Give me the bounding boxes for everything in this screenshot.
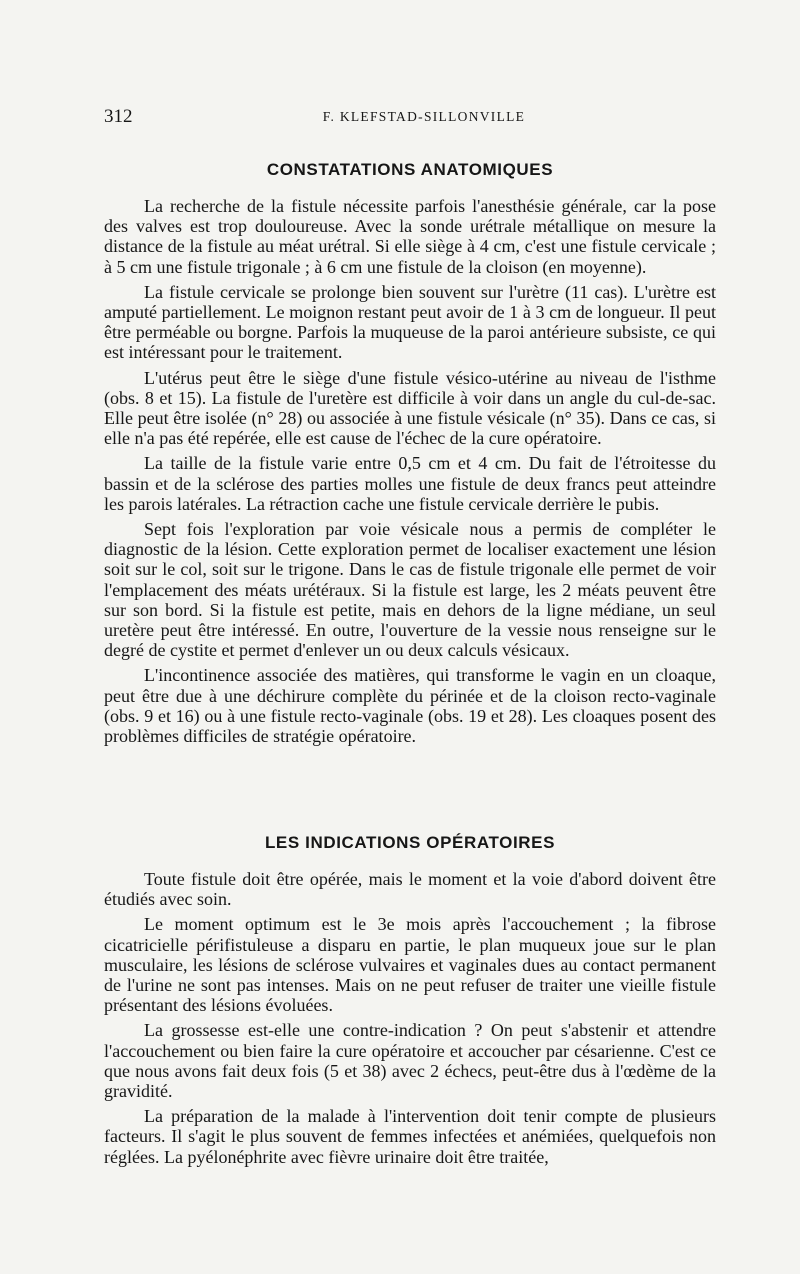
paragraph: La préparation de la malade à l'intervention doit tenir compte de plusieurs facteurs. Il s'agit le plus souvent de femmes infectées et anémiées, quelquefois non réglées. La pyélonéphrite avec fièvre urinaire doit être traitée, (104, 1106, 716, 1167)
page-number: 312 (104, 106, 133, 127)
paragraph: La recherche de la fistule nécessite parfois l'anesthésie générale, car la pose des valves est trop douloureuse. Avec la sonde urétrale métallique on mesure la distance de la fistule au méat urétral. Si elle siège à 4 cm, c'est une fistule cervicale ; à 5 cm une fistule trigonale ; à 6 cm une fistule de la cloison (en moyenne). (104, 196, 716, 277)
paragraph: La fistule cervicale se prolonge bien souvent sur l'urètre (11 cas). L'urètre est amputé partiellement. Le moignon restant peut avoir de 1 à 3 cm de longueur. Il peut être perméable ou borgne. Parfois la muqueuse de la paroi antérieure subsiste, ce qui est intéressant pour le traitement. (104, 281, 716, 363)
paragraph: L'utérus peut être le siège d'une fistule vésico-utérine au niveau de l'isthme (obs. 8 et 15). La fistule de l'uretère est difficile à voir dans un angle du cul-de-sac. Elle peut être isolée (n° 28) ou associée à une fistule vésicale (n° 35). Dans ce cas, si elle n'a pas été repérée, elle est cause de l'échec de la cure opératoire. (104, 367, 716, 449)
paragraph: L'incontinence associée des matières, qui transforme le vagin en un cloaque, peut être due à une déchirure complète du périnée et de la cloison recto-vaginale (obs. 9 et 16) ou à une fistule recto-vaginale (obs. 19 et 28). Les cloaques posent des problèmes difficiles de stratégie opératoire. (104, 665, 716, 747)
section-heading-constatations: CONSTATATIONS ANATOMIQUES (266, 160, 554, 179)
paragraph: Sept fois l'exploration par voie vésicale nous a permis de compléter le diagnostic de la lésion. Cette exploration permet de localiser exactement une lésion soit sur le col, soit sur le trigone. Dans le cas de fistule trigonale elle permet de voir l'emplacement des méats urétéraux. Si la fistule est large, les 2 méats peuvent être sur son bord. Si la fistule est petite, mais en dehors de la ligne médiane, un seul uretère peut être intéressé. En outre, l'ouverture de la vessie nous renseigne sur le degré de cystite et permet d'enlever un ou deux calculs vésicaux. (104, 519, 716, 661)
paragraph: La grossesse est-elle une contre-indication ? On peut s'abstenir et attendre l'accouchement ou bien faire la cure opératoire et accoucher par césarienne. C'est ce que nous avons fait deux fois (5 et 38) avec 2 échecs, peut-être dus à l'œdème de la gravidité. (104, 1020, 716, 1102)
running-head (104, 106, 716, 130)
section-body-indications (104, 869, 716, 1172)
paragraph: La taille de la fistule varie entre 0,5 cm et 4 cm. Du fait de l'étroitesse du bassin et de la sclérose des parties molles une fistule de deux francs peut atteindre les parois latérales. La rétraction cache une fistule cervicale derrière le pubis. (104, 453, 716, 514)
running-title: F. KLEFSTAD-SILLONVILLE (322, 109, 526, 124)
section-body-constatations (104, 196, 716, 751)
section-heading-indications: LES INDICATIONS OPÉRATOIRES (264, 833, 556, 852)
paragraph: Le moment optimum est le 3e mois après l'accouchement ; la fibrose cicatricielle périfistuleuse a disparu en partie, le plan muqueux joue sur le plan musculaire, les lésions de sclérose vulvaires et vaginales dues au contact permanent de l'urine ne sont pas intenses. Mais on ne peut refuser de traiter une vieille fistule présentant des lésions évoluées. (104, 914, 716, 1016)
paragraph: Toute fistule doit être opérée, mais le moment et la voie d'abord doivent être étudiés avec soin. (104, 869, 716, 910)
